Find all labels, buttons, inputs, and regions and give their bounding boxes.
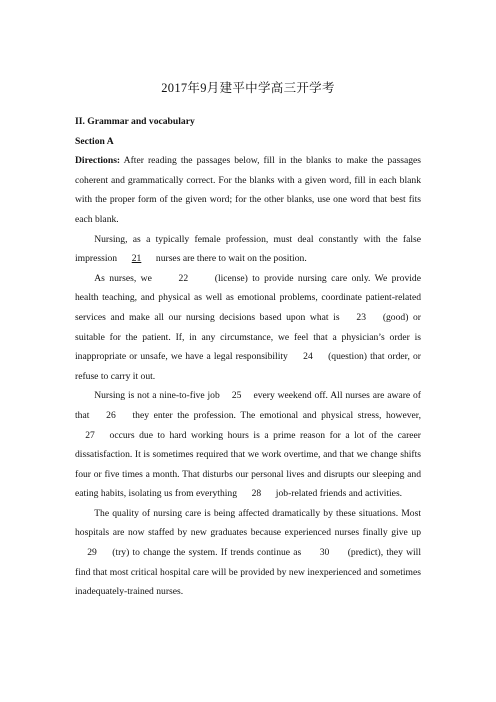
exam-content — [75, 112, 421, 602]
blank-28: 28 — [251, 488, 262, 500]
p4-text-a: The quality of nursing care is being affected dramatically by these situations. Most hospitals are now staffed by new graduates because experienced nurses finally give up — [75, 507, 421, 539]
paragraph-3 — [75, 386, 421, 504]
directions-paragraph — [75, 151, 421, 229]
p3-text-d: they enter the profession. The emotional and physical stress, however, — [127, 409, 421, 421]
paragraph-1 — [75, 230, 421, 269]
blank-25: 25 — [231, 390, 242, 402]
blank-24: 24 — [303, 351, 313, 363]
blank-26: 26 — [106, 409, 116, 421]
blank-21: 21 — [131, 253, 142, 265]
blank-30: 30 — [319, 547, 330, 559]
blank-27: 27 — [85, 429, 95, 441]
p2-text-a: As nurses, we — [94, 272, 157, 284]
paragraph-4 — [75, 504, 421, 602]
directions-label: Directions: — [75, 155, 121, 167]
p2-text-d: (good) or suitable for the patient. If, in any circumstance, we feel that a physician’s order is inappropriate or unsafe, we have a legal responsibility — [75, 311, 421, 363]
p3-text-f: job-related friends and activities. — [273, 488, 403, 500]
p3-text-e: occurs due to hard working hours is a prime reason for a lot of the career dissatisfaction. It is sometimes required that we work overtime, and that we change shifts four or five times a month. That disturbs our personal lives and disrupts our sleeping and eating habits, isolating us from everything — [75, 429, 421, 500]
blank-23: 23 — [356, 311, 366, 323]
p3-text-a: Nursing is not a nine-to-five job — [94, 390, 223, 402]
blank-29: 29 — [87, 547, 97, 559]
section-label: Section A — [75, 135, 114, 147]
p4-text-c: (try) to change the system. If trends continue as — [109, 547, 305, 559]
p3-text-c: every weekend off. All nurses are aware of that — [75, 390, 421, 421]
p2-text-e: (question) that order, or refuse to carry it out. — [75, 351, 421, 382]
directions-text: After reading the passages below, fill in the blanks to make the passages coherent and grammatically correct. For the blanks with a given word, fill in each blank with the proper form of the given word; for the other blanks, use one word that best fits each blank. — [75, 155, 421, 225]
p1-text-a: Nursing, as a typically female profession, must deal constantly with the false impression — [75, 233, 421, 265]
exam-title: 2017年9月建平中学高三开学考 — [161, 81, 335, 95]
p1-text-c: nurses are there to wait on the position. — [153, 253, 307, 265]
p2-text-c: (license) to provide nursing care only. We provide health teaching, and physical as well as emotional problems, coordinate patient-related services and make all our nursing decisions based upon what is — [75, 272, 421, 323]
p4-text-d: (predict), they will find that most critical hospital care will be provided by new inexperienced and sometimes inadequately-trained nurses. — [75, 547, 422, 598]
paragraph-2 — [75, 269, 421, 387]
section-heading: II. Grammar and vocabulary — [75, 116, 195, 127]
blank-22: 22 — [178, 272, 189, 284]
